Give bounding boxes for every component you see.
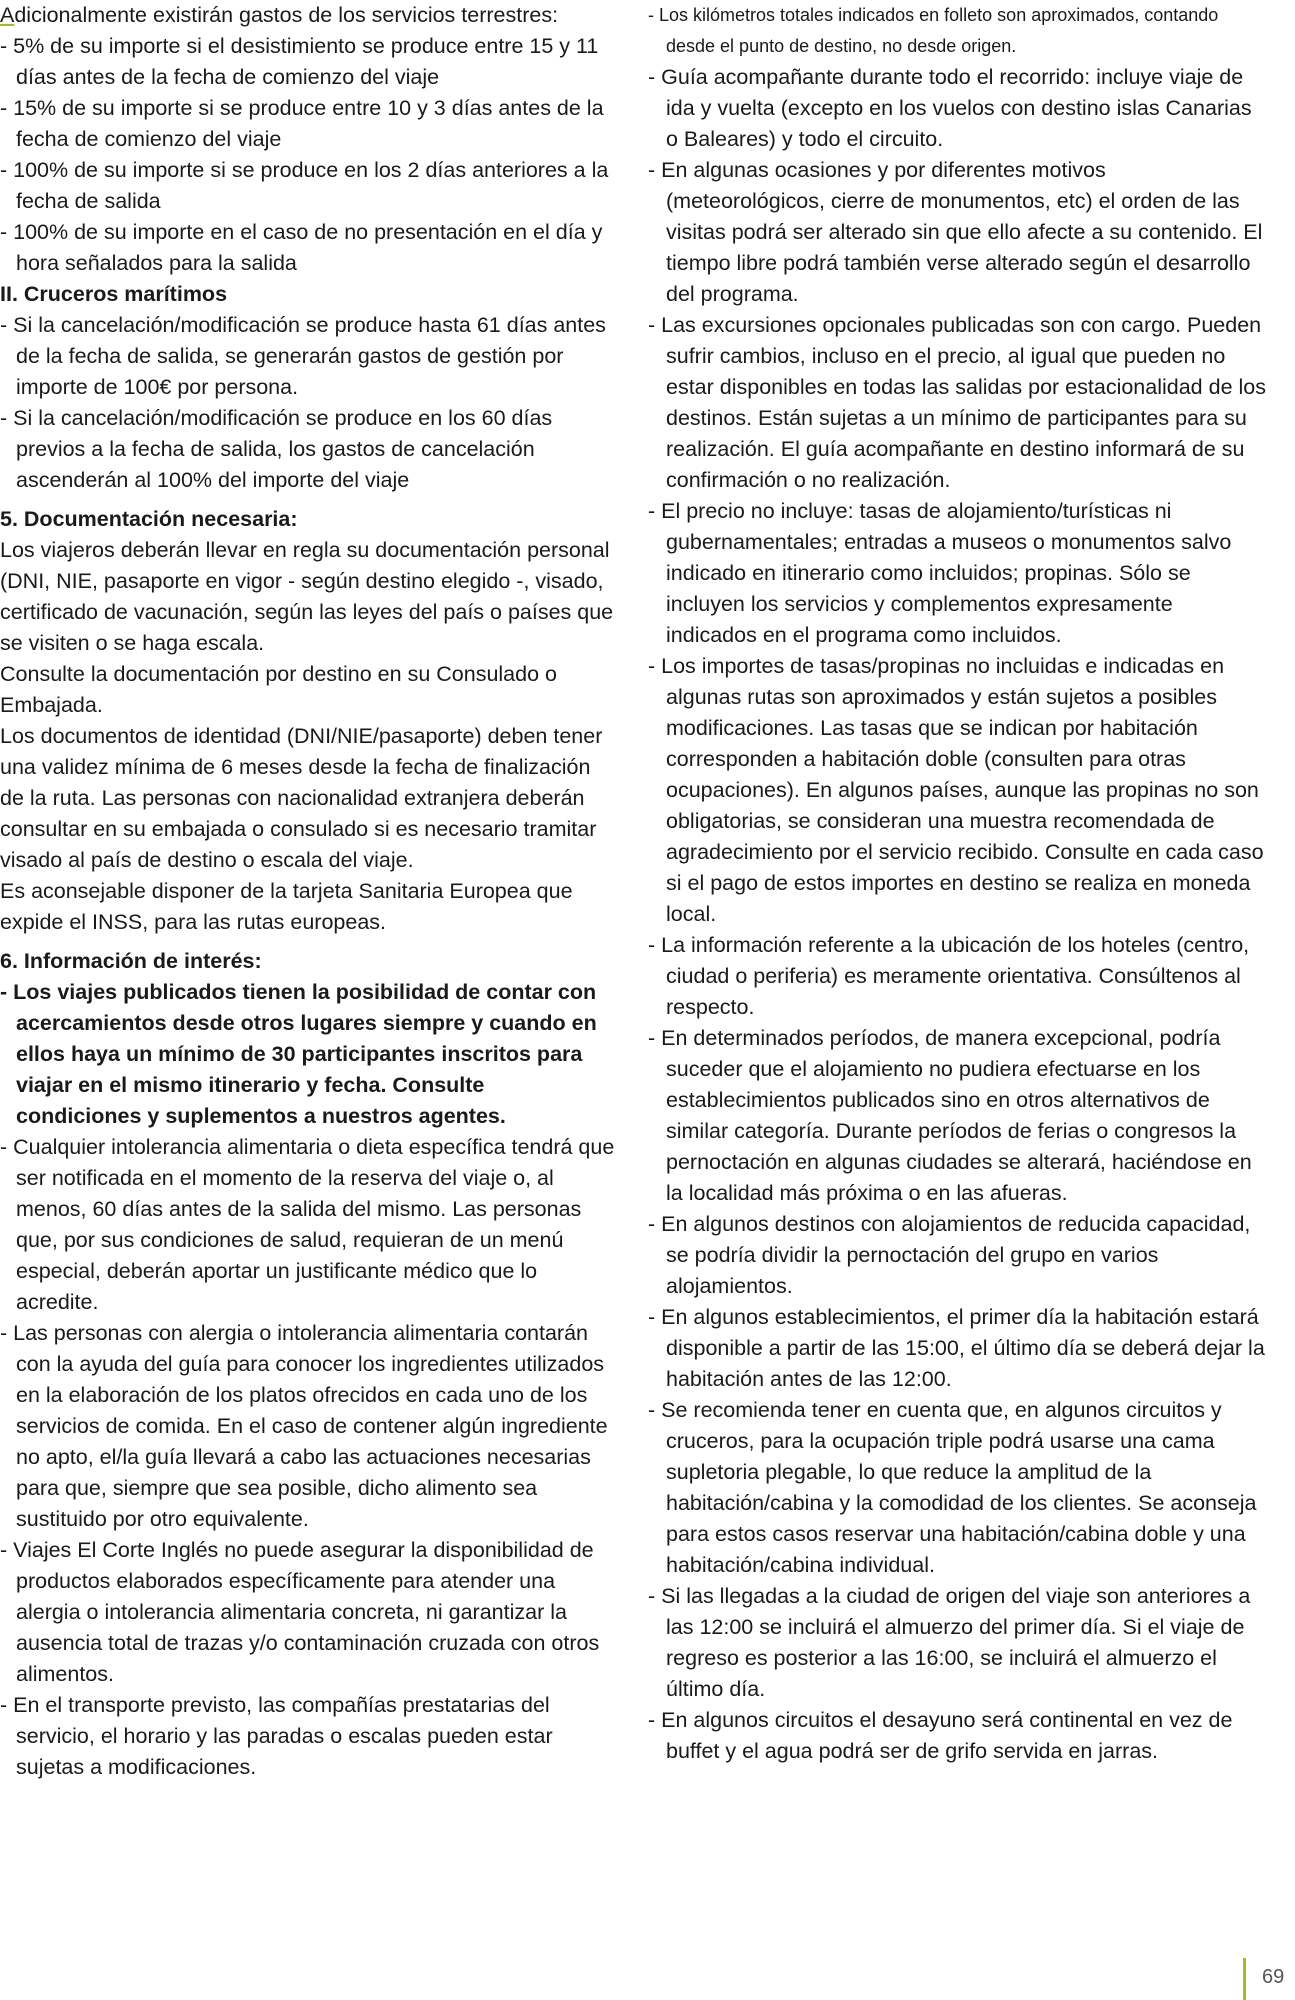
intro-paragraph (0, 0, 615, 31)
km-note: - Los kilómetros totales indicados en folleto son aproximados, contando desde el punto de destino, no desde origen. (648, 5, 1219, 56)
cruise-item: - Si la cancelación/modificación se produce en los 60 días previos a la fecha de salida, los gastos de cancelación ascenderán al 100% del importe del viaje (0, 406, 553, 492)
fee-item: - 100% de su importe en el caso de no presentación en el día y hora señalados para la salida (0, 220, 603, 275)
info-item: - Guía acompañante durante todo el recorrido: incluye viaje de ida y vuelta (excepto en los vuelos con destino islas Canarias o Baleares) y todo el circuito. (648, 65, 1252, 151)
info-item: - En algunos circuitos el desayuno será continental en vez de buffet y el agua podrá ser de grifo servida en jarras. (648, 1708, 1233, 1763)
info-item: - El precio no incluye: tasas de alojamiento/turísticas ni gubernamentales; entradas a museos o monumentos salvo indicado en itinerario como incluidos; propinas. Sólo se incluyen los servicios y complementos expresamente indicados en el programa como incluidos. (648, 499, 1232, 647)
docs-paragraph: Los viajeros deberán llevar en regla su documentación personal (DNI, NIE, pasaporte en vigor - según destino elegido -, visado, certificado de vacunación, según las leyes del país o países que se visiten o se haga escala. (0, 538, 614, 655)
docs-paragraph: Consulte la documentación por destino en su Consulado o Embajada. (0, 662, 557, 717)
intro-first-letter: A (0, 3, 15, 27)
info-heading: 6. Información de interés: (0, 949, 262, 973)
docs-heading: 5. Documentación necesaria: (0, 507, 298, 531)
info-item: - Cualquier intolerancia alimentaria o dieta específica tendrá que ser notificada en el momento de la reserva del viaje o, al menos, 60 días antes de la salida del mismo. Las personas que, por sus condiciones de salud, requieran de un menú especial, deberán aportar un justificante médico que lo acredite. (0, 1135, 615, 1314)
info-item: - En el transporte previsto, las compañías prestatarias del servicio, el horario y las paradas o escalas pueden estar sujetas a modificaciones. (0, 1693, 553, 1779)
intro-text: dicionalmente existirán gastos de los servicios terrestres: (14, 3, 559, 27)
page-number: 69 (1262, 1966, 1285, 1988)
info-item: - En determinados períodos, de manera excepcional, podría suceder que el alojamiento no pudiera efectuarse en los establecimientos publicados sino en otros alternativos de similar categoría. Durante períodos de ferias o congresos la pernoctación en algunas ciudades se alterará, haciéndose en la localidad más próxima o en las afueras. (648, 1026, 1252, 1205)
fee-item: - 5% de su importe si el desistimiento se produce entre 15 y 11 días antes de la fecha de comienzo del viaje (0, 34, 599, 89)
info-item: - Las personas con alergia o intolerancia alimentaria contarán con la ayuda del guía para conocer los ingredientes utilizados en la elaboración de los platos ofrecidos en cada uno de los servicios de comida. En el caso de contener algún ingrediente no apto, el/la guía llevará a cabo las actuaciones necesarias para que, siempre que sea posible, dicho alimento sea sustituido por otro equivalente. (0, 1321, 608, 1531)
info-item: - Viajes El Corte Inglés no puede asegurar la disponibilidad de productos elaborados específicamente para atender una alergia o intolerancia alimentaria concreta, ni garantizar la ausencia total de trazas y/o contaminación cruzada con otros alimentos. (0, 1538, 600, 1686)
info-item: - En algunos establecimientos, el primer día la habitación estará disponible a partir de las 15:00, el último día se deberá dejar la habitación antes de las 12:00. (648, 1305, 1265, 1391)
info-bold-item: - Los viajes publicados tienen la posibilidad de contar con acercamientos desde otros lugares siempre y cuando en ellos haya un mínimo de 30 participantes inscritos para viajar en el mismo itinerario y fecha. Consulte condiciones y suplementos a nuestros agentes. (0, 980, 597, 1128)
cruise-item: - Si la cancelación/modificación se produce hasta 61 días antes de la fecha de salida, se generarán gastos de gestión por importe de 100€ por persona. (0, 313, 606, 399)
info-item: - La información referente a la ubicación de los hoteles (centro, ciudad o periferia) es meramente orientativa. Consúltenos al respecto. (648, 933, 1250, 1019)
docs-paragraph: Los documentos de identidad (DNI/NIE/pasaporte) deben tener una validez mínima de 6 meses desde la fecha de finalización de la ruta. Las personas con nacionalidad extranjera deberán consultar en su embajada o consulado si es necesario tramitar visado al país de destino o escala del viaje. (0, 724, 603, 872)
cruise-heading: II. Cruceros marítimos (0, 282, 228, 306)
docs-paragraph: Es aconsejable disponer de la tarjeta Sanitaria Europea que expide el INSS, para las rutas europeas. (0, 879, 573, 934)
right-column (648, 0, 1268, 1767)
info-item: - Las excursiones opcionales publicadas son con cargo. Pueden sufrir cambios, incluso en el precio, al igual que pueden no estar disponibles en todas las salidas por estacionalidad de los destinos. Están sujetas a un mínimo de participantes para su realización. El guía acompañante en destino informará de su confirmación o no realización. (648, 313, 1266, 492)
info-item: - Los importes de tasas/propinas no incluidas e indicadas en algunas rutas son aproximados y están sujetos a posibles modificaciones. Las tasas que se indican por habitación corresponden a habitación doble (consulten para otras ocupaciones). En algunos países, aunque las propinas no son obligatorias, se consideran una muestra recomendada de agradecimiento por el servicio recibido. Consulte en cada caso si el pago de estos importes en destino se realiza en moneda local. (648, 654, 1264, 926)
fee-item: - 15% de su importe si se produce entre 10 y 3 días antes de la fecha de comienzo del viaje (0, 96, 604, 151)
info-item: - Se recomienda tener en cuenta que, en algunos circuitos y cruceros, para la ocupación triple podrá usarse una cama supletoria plegable, lo que reduce la amplitud de la habitación/cabina y la comodidad de los clientes. Se aconseja para estos casos reservar una habitación/cabina doble y una habitación/cabina individual. (648, 1398, 1257, 1577)
info-item: - En algunos destinos con alojamientos de reducida capacidad, se podría dividir la pernoctación del grupo en varios alojamientos. (648, 1212, 1251, 1298)
fee-item: - 100% de su importe si se produce en los 2 días anteriores a la fecha de salida (0, 158, 609, 213)
info-item: - Si las llegadas a la ciudad de origen del viaje son anteriores a las 12:00 se incluirá el almuerzo del primer día. Si el viaje de regreso es posterior a las 16:00, se incluirá el almuerzo el último día. (648, 1584, 1251, 1701)
footer-accent-bar (1243, 1958, 1246, 2000)
left-column (0, 0, 615, 1783)
info-item: - En algunas ocasiones y por diferentes motivos (meteorológicos, cierre de monumentos, etc) el orden de las visitas podrá ser alterado sin que ello afecte a su contenido. El tiempo libre podrá también verse alterado según el desarrollo del programa. (648, 158, 1263, 306)
